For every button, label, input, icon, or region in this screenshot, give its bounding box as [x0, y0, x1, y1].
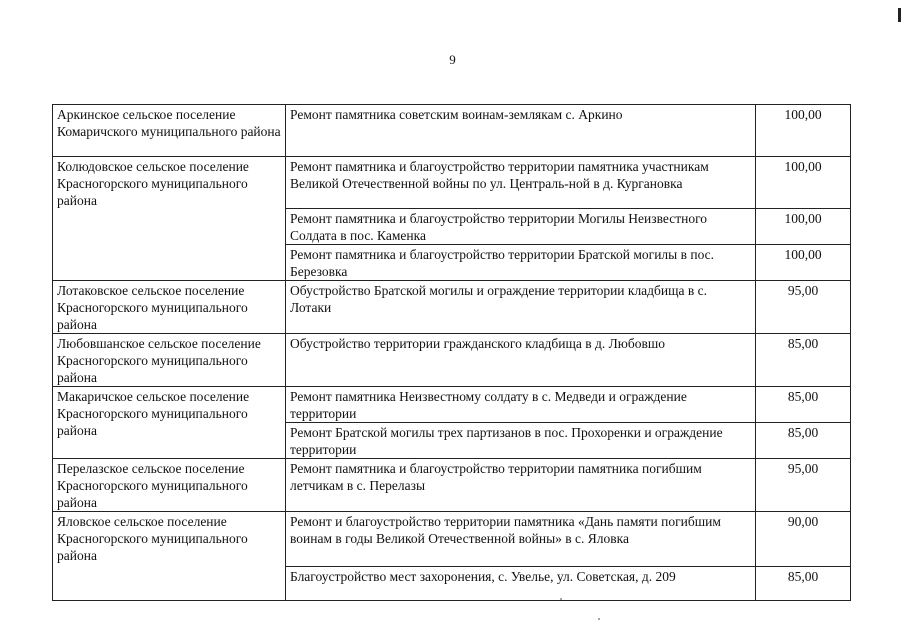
settlement-cell: Перелазское сельское поселение Красногорского муниципального района	[53, 459, 286, 512]
table-row	[53, 387, 851, 423]
settlement-cell: Макаричское сельское поселение Красногорского муниципального района	[53, 387, 286, 459]
amount-cell: 95,00	[756, 281, 851, 334]
amount-cell: 100,00	[756, 157, 851, 209]
page-number: 9	[449, 52, 456, 67]
work-cell: Ремонт памятника и благоустройство территории Могилы Неизвестного Солдата в пос. Каменка	[286, 209, 756, 245]
amount-cell: 85,00	[756, 423, 851, 459]
amount-cell: 95,00	[756, 459, 851, 512]
amount-cell: 85,00	[756, 334, 851, 387]
settlement-cell: Аркинское сельское поселение Комаричского муниципального района	[53, 105, 286, 157]
work-cell: Ремонт памятника советским воинам-землякам с. Аркино	[286, 105, 756, 157]
table-row	[53, 281, 851, 334]
amount-cell: 100,00	[756, 209, 851, 245]
table-row	[53, 105, 851, 157]
amount-cell: 85,00	[756, 567, 851, 601]
amount-cell: 90,00	[756, 512, 851, 567]
grants-table-body	[53, 105, 851, 601]
work-cell: Обустройство территории гражданского кладбища в д. Любовшо	[286, 334, 756, 387]
work-cell: Ремонт памятника и благоустройство территории памятника погибшим летчикам в с. Перелазы	[286, 459, 756, 512]
page-edge-mark	[898, 8, 901, 22]
amount-cell: 100,00	[756, 245, 851, 281]
table-row	[53, 334, 851, 387]
work-cell: Ремонт памятника и благоустройство территории Братской могилы в пос. Березовка	[286, 245, 756, 281]
scan-speck	[598, 618, 600, 620]
settlement-cell: Колюдовское сельское поселение Красногорского муниципального района	[53, 157, 286, 281]
work-cell: Обустройство Братской могилы и ограждение территории кладбища в с. Лотаки	[286, 281, 756, 334]
scan-speck	[560, 598, 562, 600]
settlement-cell: Лотаковское сельское поселение Красногорского муниципального района	[53, 281, 286, 334]
amount-cell: 100,00	[756, 105, 851, 157]
work-cell: Благоустройство мест захоронения, с. Увелье, ул. Советская, д. 209	[286, 567, 756, 601]
work-cell: Ремонт и благоустройство территории памятника «Дань памяти погибшим воинам в годы Великой Отечественной войны» в с. Яловка	[286, 512, 756, 567]
work-cell: Ремонт Братской могилы трех партизанов в пос. Прохоренки и ограждение территории	[286, 423, 756, 459]
amount-cell: 85,00	[756, 387, 851, 423]
settlement-cell: Любовшанское сельское поселение Красногорского муниципального района	[53, 334, 286, 387]
grants-table	[52, 104, 851, 601]
work-cell: Ремонт памятника и благоустройство территории памятника участникам Великой Отечественной войны по ул. Централь-ной в д. Кургановка	[286, 157, 756, 209]
settlement-cell: Яловское сельское поселение Красногорского муниципального района	[53, 512, 286, 601]
table-row	[53, 459, 851, 512]
table-row	[53, 512, 851, 567]
table-row	[53, 157, 851, 209]
work-cell: Ремонт памятника Неизвестному солдату в с. Медведи и ограждение территории	[286, 387, 756, 423]
